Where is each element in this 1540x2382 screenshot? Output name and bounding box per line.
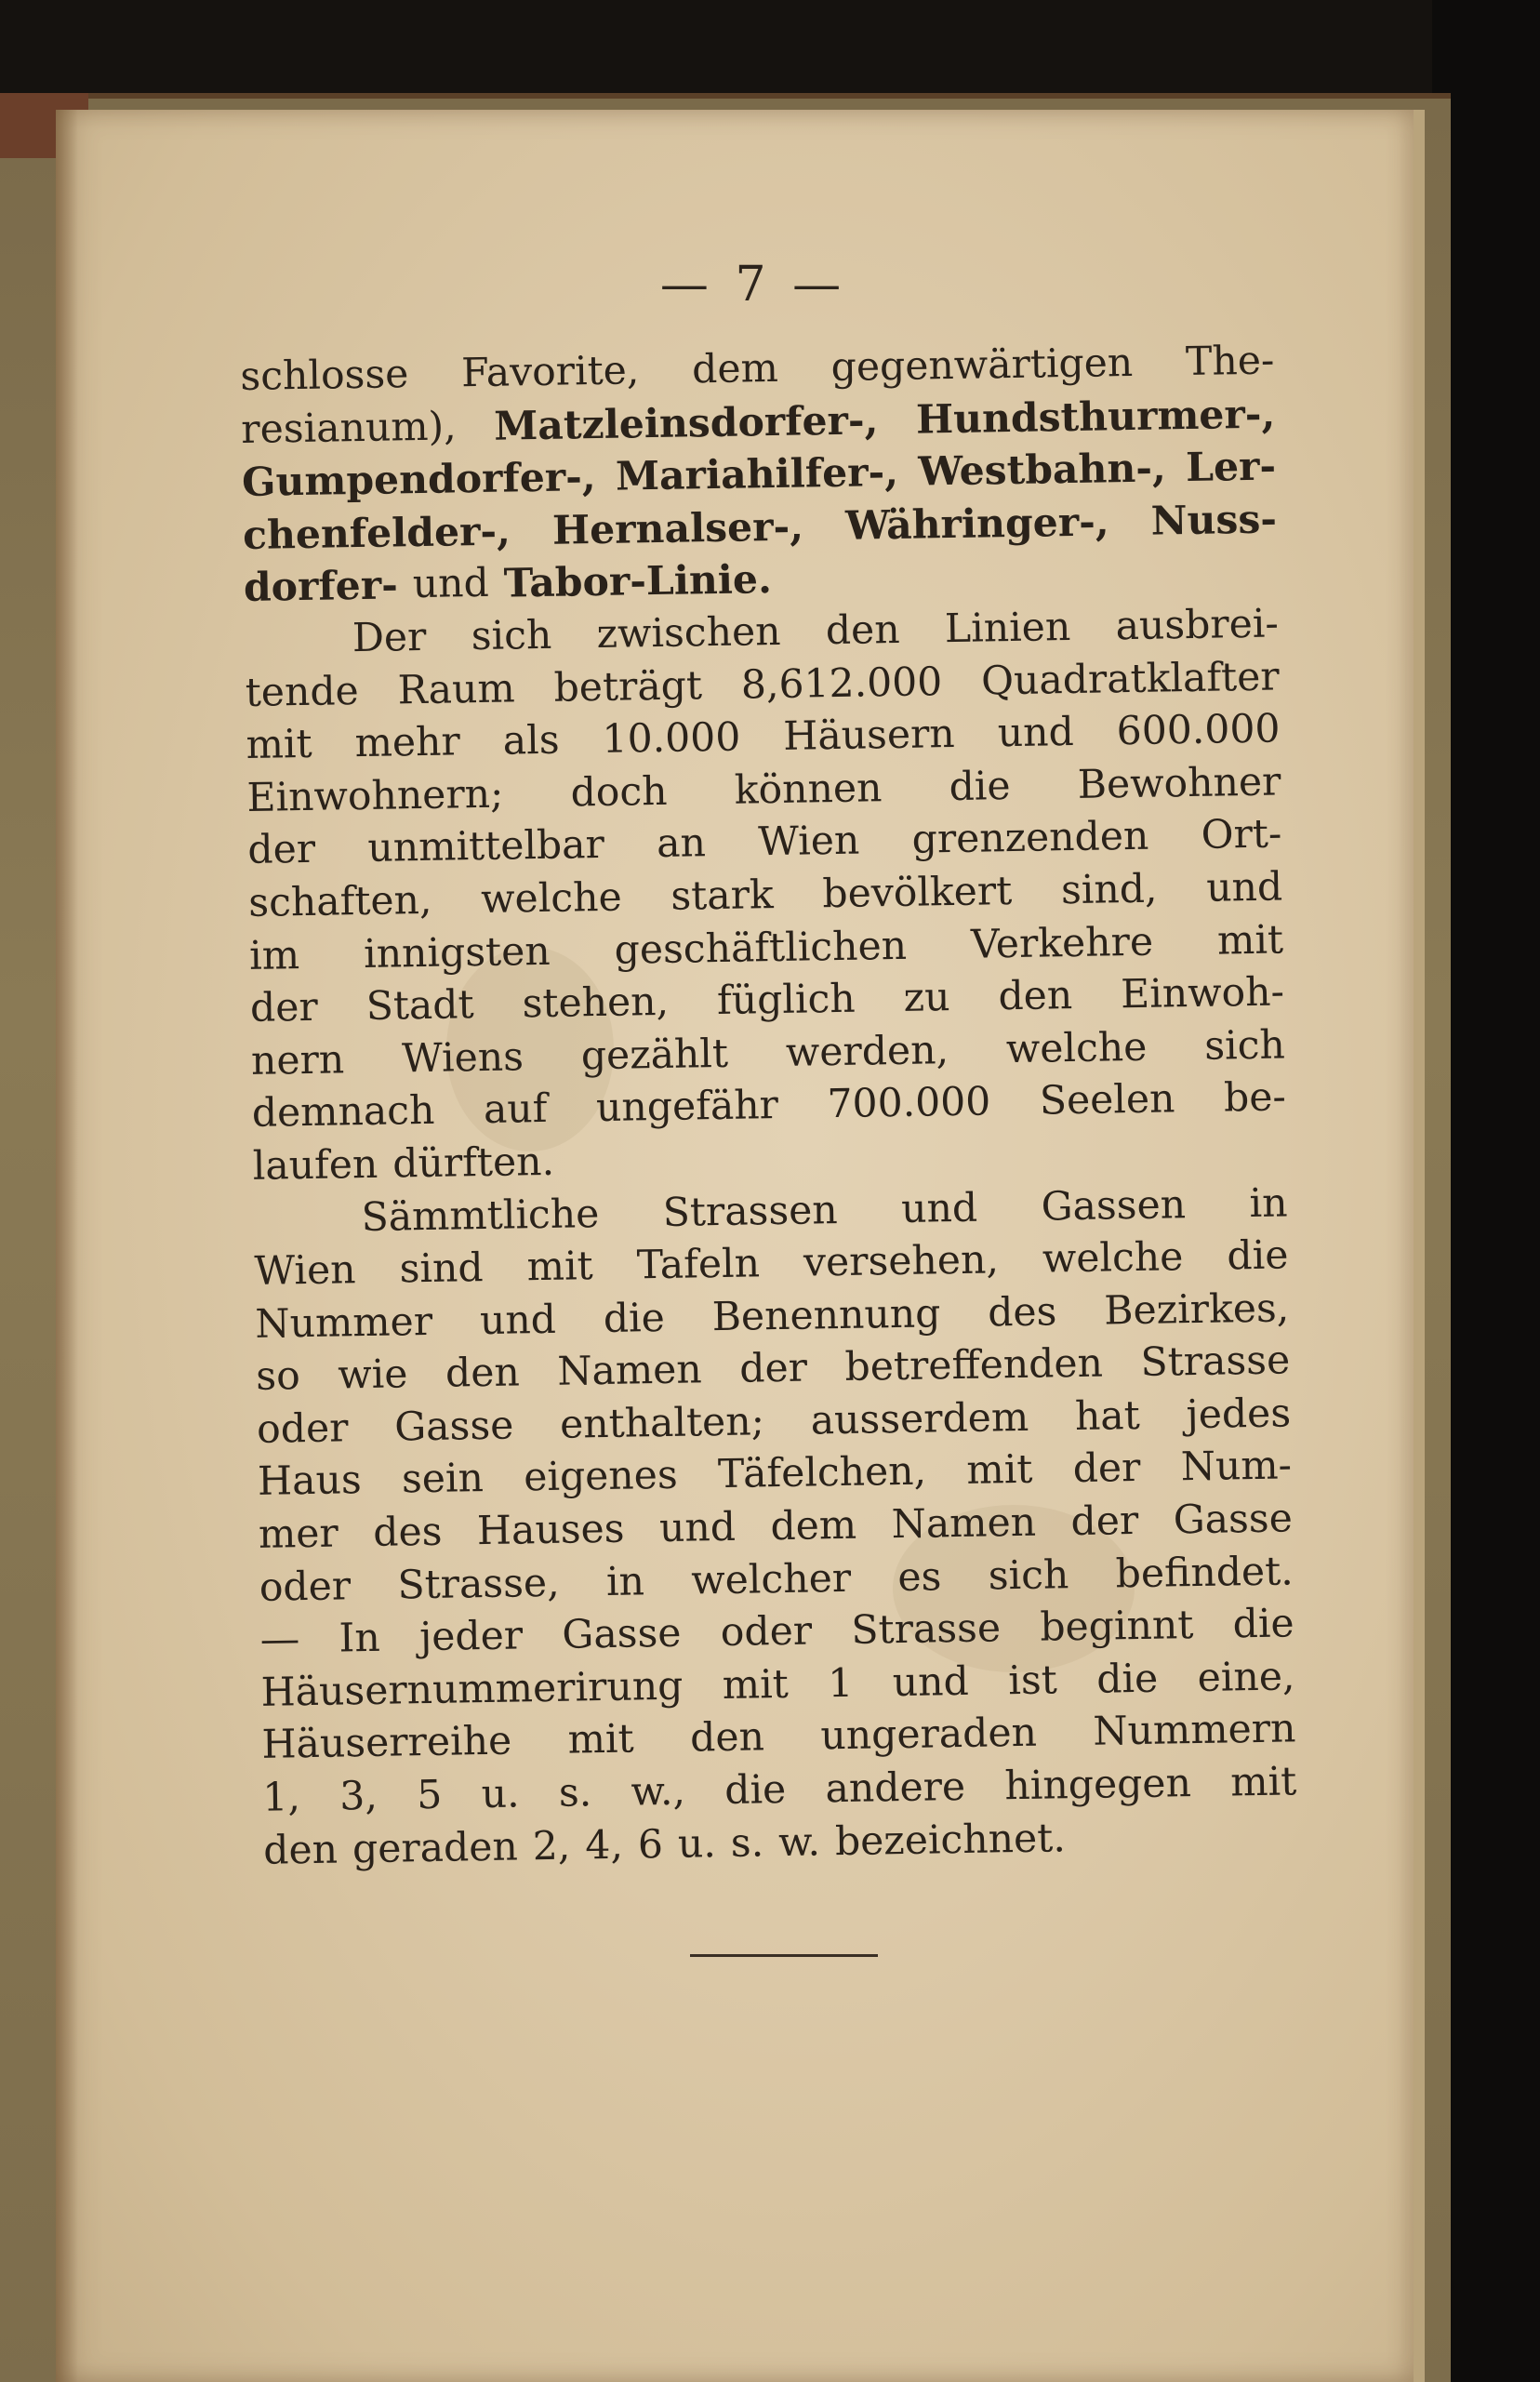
word: den <box>825 606 900 655</box>
word: welcher <box>690 1555 852 1604</box>
word: zwischen <box>596 608 781 658</box>
word: können <box>734 765 883 814</box>
word: Einwohnern; <box>246 771 504 821</box>
word: den <box>998 973 1073 1020</box>
word: — <box>259 1617 300 1664</box>
word: 1 <box>827 1660 854 1708</box>
word: sich <box>988 1551 1069 1600</box>
word: Strasse, <box>397 1560 561 1609</box>
word: mehr <box>354 719 461 767</box>
word: des <box>372 1509 443 1556</box>
word: an <box>656 820 707 868</box>
word: Tabor-Linie. <box>503 556 773 607</box>
word: betreffenden <box>844 1340 1104 1391</box>
word: be- <box>1223 1074 1287 1122</box>
word: Hundsthurmer-, <box>915 391 1276 444</box>
word: s. <box>558 1770 592 1816</box>
word: befindet. <box>1115 1549 1294 1598</box>
word: welche <box>480 874 623 923</box>
word: 4, <box>584 1822 624 1869</box>
word: stehen, <box>522 978 670 1028</box>
word: 8,612.000 <box>740 659 943 709</box>
word: w., <box>631 1768 686 1816</box>
word: 3, <box>339 1773 378 1820</box>
word: sich <box>1203 1022 1286 1070</box>
word: und <box>892 1658 970 1706</box>
word: innigsten <box>363 928 551 978</box>
word: füglich <box>716 976 856 1025</box>
word: Wien <box>757 818 860 866</box>
page-gutter-shadow <box>56 110 78 2382</box>
word: u. <box>677 1820 717 1868</box>
word: Bewohner <box>1077 759 1281 808</box>
word: Gassen <box>1041 1181 1187 1231</box>
word: 5 <box>416 1772 443 1819</box>
word: mer <box>258 1510 339 1558</box>
word: die <box>724 1767 787 1815</box>
word: chenfelder-, <box>242 508 511 559</box>
word: Gasse <box>562 1610 682 1658</box>
word: und <box>479 1297 557 1344</box>
word: andere <box>825 1763 966 1813</box>
word: 600.000 <box>1116 706 1281 755</box>
word: Der <box>352 614 427 662</box>
word: und <box>997 710 1075 757</box>
word: eine, <box>1197 1654 1295 1701</box>
word: in <box>605 1558 645 1605</box>
word: oder <box>256 1405 349 1453</box>
word: die <box>603 1295 666 1342</box>
word: dem <box>770 1502 857 1550</box>
word: es <box>897 1553 942 1601</box>
word: Häusernummerirung <box>260 1663 684 1716</box>
word: mit <box>1216 916 1284 965</box>
word: u. <box>481 1771 520 1818</box>
word: Hauses <box>476 1506 625 1555</box>
word: Linien <box>944 604 1071 653</box>
word: laufen <box>252 1141 378 1190</box>
word: Favorite, <box>460 348 640 397</box>
word: in <box>1249 1179 1288 1227</box>
word: Gasse <box>1173 1496 1294 1544</box>
word: werden, <box>785 1027 949 1076</box>
word: gezählt <box>580 1031 729 1080</box>
word: Stadt <box>365 982 474 1031</box>
word: Währinger-, <box>844 499 1109 550</box>
word: wie <box>337 1351 408 1399</box>
page-number: — 7 — <box>659 257 847 313</box>
word: geraden <box>352 1824 519 1872</box>
word: Hernalser-, <box>551 503 804 554</box>
word: dürften. <box>392 1138 555 1188</box>
word: Ler- <box>1185 443 1277 492</box>
word: der <box>1070 1498 1139 1546</box>
word: Nuss- <box>1150 496 1278 545</box>
word: Nummer <box>255 1298 433 1348</box>
word: Matzleinsdorfer-, <box>493 396 879 450</box>
word: beträgt <box>553 662 703 712</box>
word: Bezirkes, <box>1103 1285 1290 1335</box>
word: demnach <box>251 1088 435 1138</box>
word: mit <box>1229 1759 1297 1806</box>
word: tende <box>245 668 360 716</box>
word: jeder <box>418 1613 524 1661</box>
body-text <box>240 336 1298 1878</box>
word: Namen <box>556 1347 703 1396</box>
word: ungefähr <box>595 1083 779 1132</box>
word: w. <box>777 1819 821 1866</box>
word: so <box>255 1353 301 1401</box>
word: im <box>248 932 300 979</box>
word: mit <box>526 1244 594 1291</box>
word: Mariahilfer-, <box>615 449 899 500</box>
word: nern <box>250 1037 345 1085</box>
word: Häuserreihe <box>261 1719 512 1769</box>
word: In <box>339 1616 381 1662</box>
word: 700.000 <box>827 1079 991 1128</box>
word: schlosse <box>240 352 409 400</box>
word: ist <box>1007 1657 1058 1705</box>
word: Täfelchen, <box>717 1449 927 1498</box>
word: bevölkert <box>822 868 1013 918</box>
word: oder <box>259 1563 352 1611</box>
word: ungeraden <box>820 1710 1038 1760</box>
word: welche <box>1042 1234 1184 1283</box>
word: The- <box>1185 338 1275 386</box>
word: Nummern <box>1093 1706 1296 1756</box>
word: der <box>738 1345 808 1392</box>
word: auf <box>483 1086 548 1134</box>
word: mit <box>722 1661 790 1709</box>
word: die <box>949 763 1011 810</box>
word: enthalten; <box>559 1399 765 1448</box>
word: ausserdem <box>810 1394 1029 1444</box>
word: oder <box>720 1608 813 1657</box>
word: Strasse <box>1140 1337 1291 1387</box>
word: sich <box>471 612 552 660</box>
word: und <box>900 1185 978 1232</box>
word: Häusern <box>782 712 956 761</box>
word: Raum <box>397 665 516 713</box>
word: dorfer- <box>243 562 399 612</box>
word: welche <box>1005 1024 1148 1072</box>
word: den <box>445 1350 521 1397</box>
word: gegenwärtigen <box>830 339 1134 392</box>
word: hat <box>1074 1392 1141 1440</box>
word: Gumpendorfer-, <box>241 454 597 507</box>
word: des <box>987 1289 1057 1337</box>
word: mit <box>966 1447 1033 1495</box>
word: und <box>658 1504 737 1552</box>
word: 10.000 <box>602 714 741 764</box>
word: Benennung <box>711 1290 941 1340</box>
word: Verkehre <box>970 919 1154 968</box>
word: Gasse <box>393 1403 514 1451</box>
word: schaften, <box>247 877 432 926</box>
word: dem <box>691 345 779 393</box>
word: beginnt <box>1039 1603 1194 1651</box>
word: unmittelbar <box>367 822 605 872</box>
end-rule <box>690 1954 878 1957</box>
word: versehen, <box>803 1237 1000 1286</box>
word: Wien <box>254 1247 356 1295</box>
word: die <box>1227 1232 1289 1280</box>
word: s. <box>730 1819 764 1867</box>
word: resianum), <box>240 403 458 453</box>
word: Sämmtliche <box>361 1191 600 1241</box>
word: mit <box>246 721 313 769</box>
word: eigenes <box>523 1453 679 1501</box>
word: den <box>262 1827 339 1874</box>
word: den <box>689 1714 765 1763</box>
word: und <box>412 561 490 608</box>
word: Haus <box>257 1457 363 1506</box>
word: der <box>1072 1445 1141 1493</box>
word: die <box>1232 1601 1294 1648</box>
word: Namen <box>891 1499 1037 1549</box>
word: der <box>247 827 316 874</box>
word: geschäftlichen <box>614 923 908 974</box>
word: sind <box>399 1245 485 1293</box>
word: bezeichnet. <box>834 1815 1067 1865</box>
word: zu <box>903 975 950 1021</box>
word: Westbahn-, <box>917 445 1167 496</box>
word: Seelen <box>1039 1076 1175 1124</box>
word: Wiens <box>401 1034 524 1083</box>
word: ausbrei- <box>1115 601 1280 650</box>
word: doch <box>570 768 668 817</box>
word: jedes <box>1186 1391 1292 1439</box>
word: Num- <box>1180 1443 1293 1491</box>
word: Ort- <box>1201 811 1282 859</box>
word: Tafeln <box>636 1241 761 1289</box>
word: hingegen <box>1004 1761 1192 1810</box>
word: 6 <box>637 1821 664 1869</box>
word: stark <box>670 872 775 920</box>
word: 1, <box>262 1775 301 1821</box>
word: Einwoh- <box>1120 969 1285 1018</box>
word: Quadratklafter <box>980 654 1280 705</box>
word: Strasse <box>851 1605 1002 1655</box>
word: als <box>502 717 560 765</box>
word: sind, <box>1060 866 1158 914</box>
word: grenzenden <box>911 814 1149 864</box>
word: mit <box>567 1716 635 1764</box>
word: sein <box>401 1456 485 1503</box>
word: Strassen <box>662 1187 839 1236</box>
word: 2, <box>532 1823 571 1870</box>
word: die <box>1095 1656 1159 1703</box>
word: der <box>249 984 319 1032</box>
word: und <box>1205 864 1283 912</box>
